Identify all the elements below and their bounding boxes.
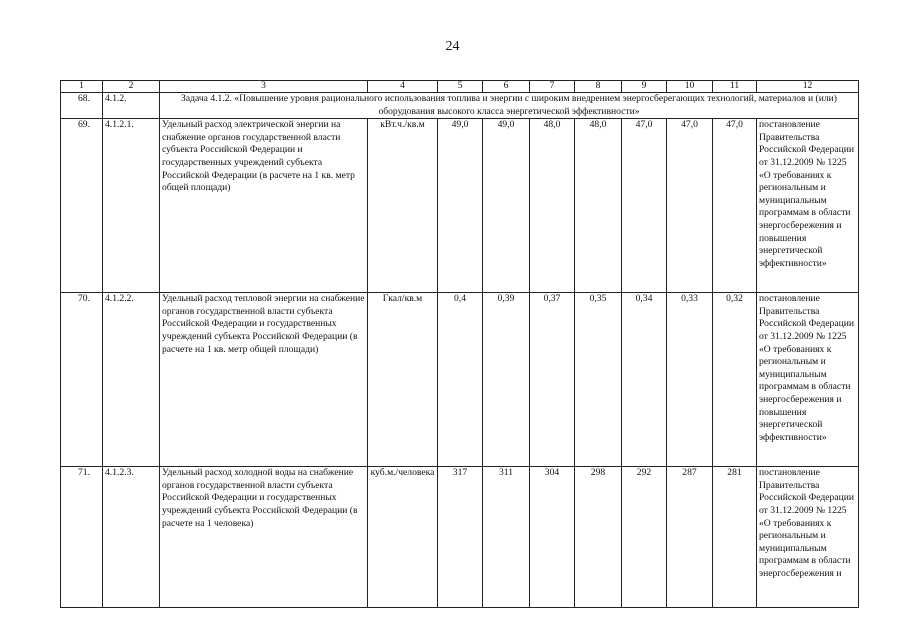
column-header: 7 — [530, 81, 575, 93]
column-number-row — [61, 81, 859, 93]
unit-cell: куб.м./человека — [368, 467, 438, 608]
basis-cell: постановление Правительства Российской Федерации от 31.12.2009 № 1225 «О требованиях к региональным и муниципальным программам в области энергосбережения и повышения энергетической эффективности» — [757, 293, 859, 467]
row-number: 68. — [61, 93, 103, 119]
column-header: 10 — [667, 81, 713, 93]
column-header: 3 — [160, 81, 368, 93]
value-cell: 281 — [713, 467, 757, 608]
row-number: 70. — [61, 293, 103, 467]
basis-cell: постановление Правительства Российской Федерации от 31.12.2009 № 1225 «О требованиях к региональным и муниципальным программам в области энергосбережения и повышения энергетической эффективности» — [757, 119, 859, 293]
value-cell: 0,35 — [575, 293, 622, 467]
value-cell: 298 — [575, 467, 622, 608]
column-header: 1 — [61, 81, 103, 93]
value-cell: 311 — [483, 467, 530, 608]
column-header: 11 — [713, 81, 757, 93]
value-cell: 0,32 — [713, 293, 757, 467]
value-cell: 0,4 — [438, 293, 483, 467]
value-cell: 47,0 — [667, 119, 713, 293]
value-cell: 0,33 — [667, 293, 713, 467]
table-row — [61, 293, 859, 467]
row-code: 4.1.2.3. — [103, 467, 160, 608]
value-cell: 0,39 — [483, 293, 530, 467]
column-header: 2 — [103, 81, 160, 93]
task-row — [61, 93, 859, 119]
unit-cell: кВт.ч./кв.м — [368, 119, 438, 293]
value-cell: 49,0 — [483, 119, 530, 293]
value-cell: 287 — [667, 467, 713, 608]
column-header: 4 — [368, 81, 438, 93]
row-number: 71. — [61, 467, 103, 608]
value-cell: 47,0 — [713, 119, 757, 293]
table-row — [61, 467, 859, 608]
indicators-table — [60, 80, 859, 608]
task-title: Задача 4.1.2. «Повышение уровня рационального использования топлива и энергии с широким внедрением энергосберегающих технологий, материалов и (или) оборудования высокого класса энергетической эффективности» — [160, 93, 859, 119]
value-cell: 49,0 — [438, 119, 483, 293]
indicator-name: Удельный расход холодной воды на снабжение органов государственной власти субъекта Российской Федерации и государственных учреждений субъекта Российской Федерации (в расчете на 1 человека) — [160, 467, 368, 608]
value-cell: 48,0 — [530, 119, 575, 293]
value-cell: 304 — [530, 467, 575, 608]
indicator-name: Удельный расход тепловой энергии на снабжение органов государственной власти субъекта Российской Федерации и государственных учреждений субъекта Российской Федерации (в расчете на 1 кв. метр общей площади) — [160, 293, 368, 467]
basis-cell: постановление Правительства Российской Федерации от 31.12.2009 № 1225 «О требованиях к региональным и муниципальным программам в области энергосбережения и — [757, 467, 859, 608]
value-cell: 47,0 — [622, 119, 667, 293]
unit-cell: Гкал/кв.м — [368, 293, 438, 467]
indicator-name: Удельный расход электрической энергии на снабжение органов государственной власти субъекта Российской Федерации и государственных учреждений субъекта Российской Федерации (в расчете на 1 кв. метр общей площади) — [160, 119, 368, 293]
row-code: 4.1.2.1. — [103, 119, 160, 293]
column-header: 12 — [757, 81, 859, 93]
value-cell: 0,37 — [530, 293, 575, 467]
value-cell: 292 — [622, 467, 667, 608]
column-header: 9 — [622, 81, 667, 93]
row-code: 4.1.2. — [103, 93, 160, 119]
column-header: 5 — [438, 81, 483, 93]
table-row — [61, 119, 859, 293]
page-number: 24 — [445, 39, 460, 54]
value-cell: 0,34 — [622, 293, 667, 467]
value-cell: 317 — [438, 467, 483, 608]
value-cell: 48,0 — [575, 119, 622, 293]
column-header: 6 — [483, 81, 530, 93]
column-header: 8 — [575, 81, 622, 93]
row-code: 4.1.2.2. — [103, 293, 160, 467]
row-number: 69. — [61, 119, 103, 293]
